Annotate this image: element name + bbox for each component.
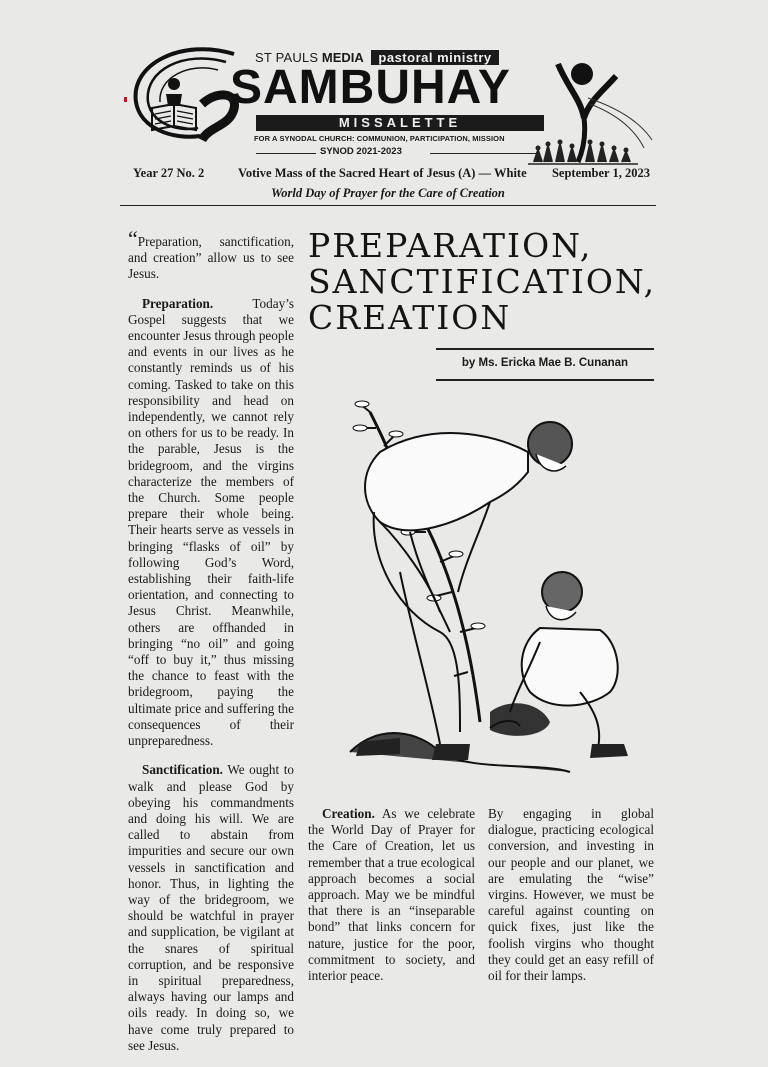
text-sanctification: We ought to walk and please God by obeying his commandments and doing his will. We are called to abstain from impurities and secure our own vessels in sanctification and honor. Thus, in lighting the way of the bridegroom, we should be watchful in prayer and supplication, be vigilant at the snares of spiritual corruption, and be responsive in spiritual preparedness, always having our lamps and oils ready. In doing so, we have come truly prepared to see Jesus. (128, 762, 294, 1053)
tagline: FOR A SYNODAL CHURCH: COMMUNION, PARTICIPATION, MISSION (254, 134, 505, 143)
intro-text: Preparation, sanctification, and creation” allow us to see Jesus. (128, 234, 294, 282)
paragraph-creation (308, 806, 475, 984)
article-column-middle (308, 806, 475, 997)
header-rule (120, 205, 656, 206)
paragraph-preparation (128, 296, 294, 750)
tree-planting-illustration (340, 392, 640, 794)
article-title (308, 226, 657, 337)
title-line: PREPARATION, (308, 226, 593, 265)
heading-creation: Creation. (322, 806, 375, 821)
issue-number: Year 27 No. 2 (133, 166, 205, 180)
issue-occasion: World Day of Prayer for the Care of Creation (271, 186, 505, 200)
synod-emblem-icon (528, 58, 658, 166)
paragraph-sanctification (128, 762, 294, 1054)
heading-sanctification: Sanctification. (142, 762, 223, 778)
publisher-name: ST PAULS (255, 50, 319, 65)
quote-mark: “ (128, 226, 138, 251)
heading-preparation: Preparation. (142, 295, 214, 311)
title-line: SANCTIFICATION, (308, 262, 657, 301)
publisher-media: MEDIA (321, 50, 364, 65)
byline-rule (436, 379, 654, 381)
byline: by Ms. Ericka Mae B. Cunanan (461, 357, 629, 369)
divider (430, 153, 540, 154)
text-preparation: Today’s Gospel suggests that we encounter Jesus through people and events in our lives as he constantly reminds us of his coming. Tasked to take on this responsibility and head on independently, we cannot rely on others for us to be ready. In the parable, Jesus is the bridegroom, and the virgins characterize the members of the Church. Some people prepare their whole being. Their hearts serve as vessels in bringing “flasks of oil” by following God’s Word, establishing their faith-life orientation, and connecting to Jesus Christ. Meanwhile, others are offhanded in bringing “no oil” and going “off to buy it,” thus missing the chance to feast with the bridegroom, paying the ultimate price and suffering the consequences of their unpreparedness. (128, 295, 294, 749)
article-column-right (488, 806, 654, 997)
divider (256, 153, 316, 154)
synod-label: SYNOD 2021-2023 (320, 146, 402, 157)
issue-date: September 1, 2023 (551, 166, 650, 180)
intro-paragraph (128, 226, 294, 283)
issue-feast: Votive Mass of the Sacred Heart of Jesus (A) — White (238, 166, 527, 180)
article-column-left (128, 226, 294, 1067)
brand-title: SAMBUHAY (230, 61, 511, 114)
brand-subtitle: MISSALETTE (256, 115, 544, 131)
text-creation: As we celebrate the World Day of Prayer for the Care of Creation, let us remember that a true ecological approach becomes a social approach. May we be mindful that there is an “inseparable bond” that links concern for nature, justice for the poor, commitment to society, and interior peace. (308, 806, 475, 984)
title-line: CREATION (308, 298, 512, 337)
byline-rule (436, 348, 654, 350)
ministry-badge: pastoral ministry (371, 50, 498, 65)
paragraph-closing: By engaging in global dialogue, practicing ecological conversion, and investing in our people and our planet, we are emulating the “wise” virgins. However, we must be careful against counting on quick fixes, just like the foolish virgins who thought they could get an easy refill of oil for their lamps. (488, 806, 654, 984)
